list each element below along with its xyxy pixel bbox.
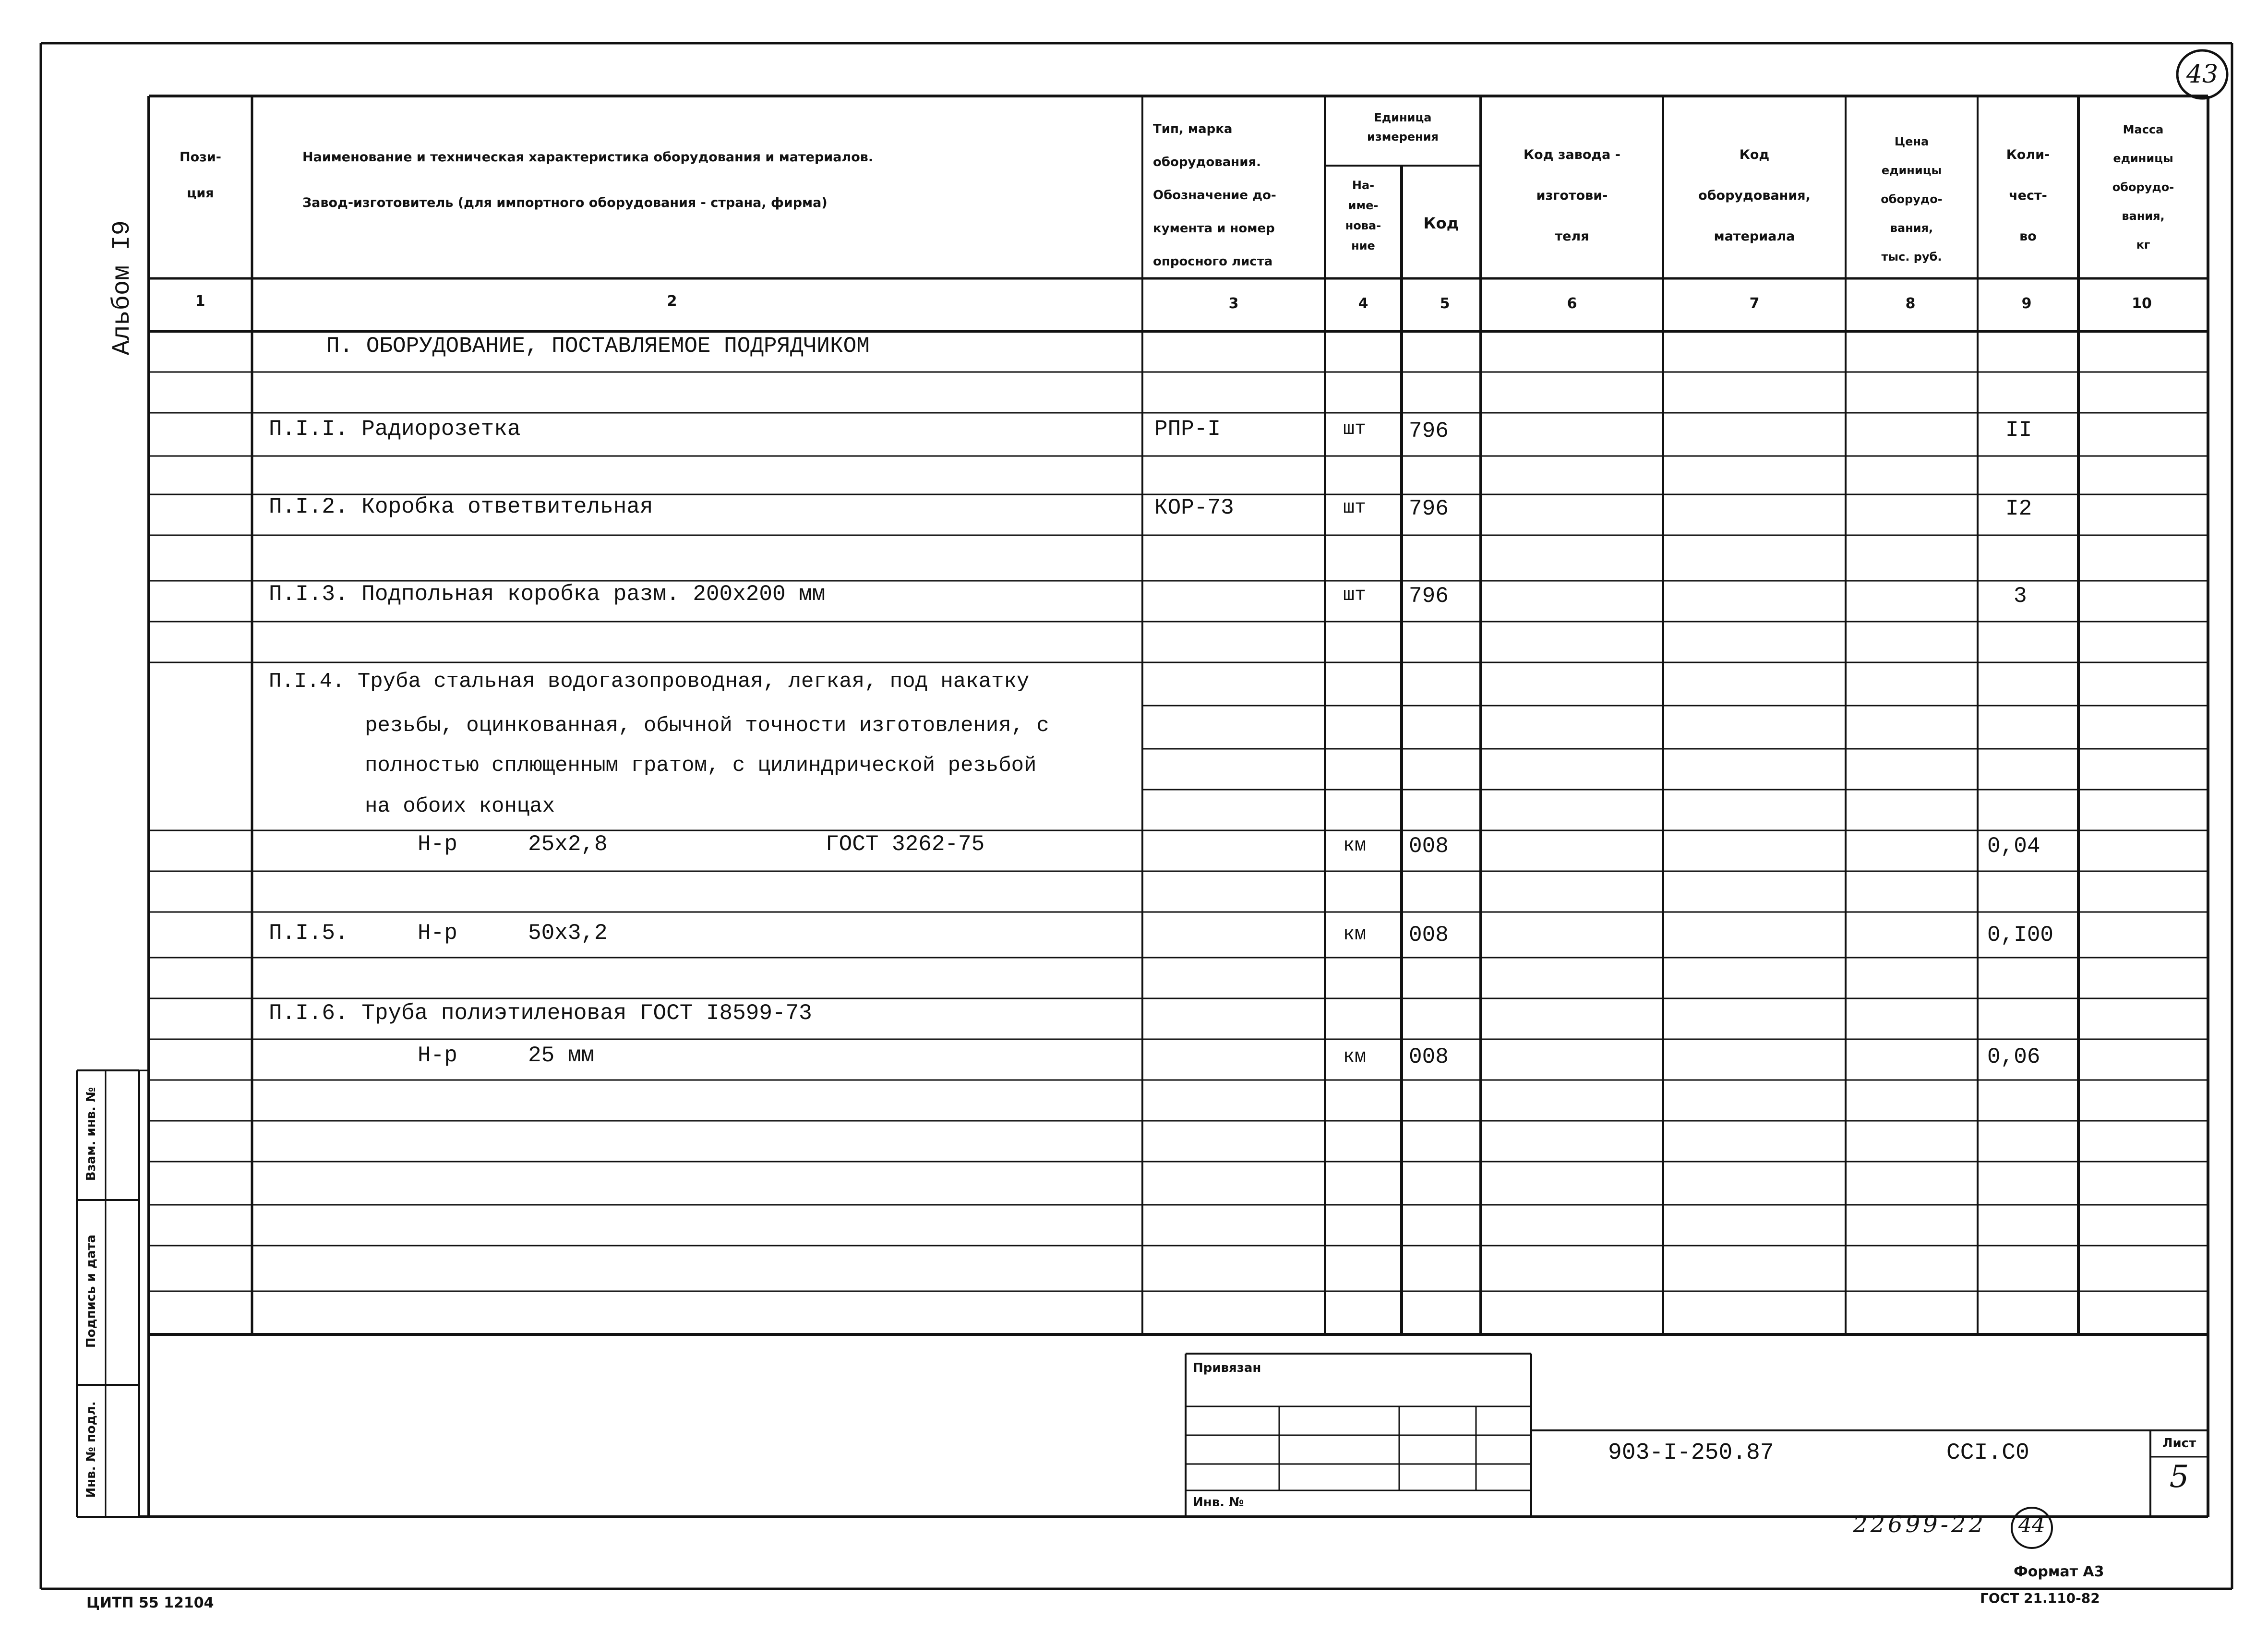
handwritten-number: 22699-22	[1853, 1511, 1986, 1538]
row-6-qty: 0,06	[1987, 1044, 2040, 1069]
gost-label: ГОСТ 21.110-82	[1980, 1590, 2100, 1606]
header-mass: Масса единицы оборудо- вания, кг	[2112, 123, 2174, 252]
row-5-mark: Н-р	[418, 921, 457, 946]
sheet-label: Лист	[2162, 1436, 2196, 1451]
corner-sheet-number: 43	[2186, 60, 2219, 89]
row-2-code: 796	[1409, 496, 1449, 521]
row-2-type: КОР-73	[1154, 495, 1234, 520]
stamp-signature-date: Подпись и дата	[84, 1234, 98, 1348]
column-number-3: 3	[1228, 295, 1239, 312]
row-3-name: П.I.3. Подпольная коробка разм. 200х200 мм	[269, 582, 826, 607]
header-equipment-code: Код оборудования, материала	[1698, 147, 1811, 244]
row-5-position: П.I.5.	[269, 921, 348, 946]
section-title: П. ОБОРУДОВАНИЕ, ПОСТАВЛЯЕМОЕ ПОДРЯДЧИКОМ	[326, 334, 870, 359]
row-4-sub-size: 25х2,8	[528, 832, 608, 857]
column-number-5: 5	[1440, 295, 1450, 312]
header-quantity: Коли- чест- во	[2006, 147, 2050, 244]
column-number-10: 10	[2132, 295, 2152, 312]
attached-label: Привязан	[1193, 1361, 1261, 1375]
row-1-code: 796	[1409, 419, 1449, 444]
row-4-name-line-3: полностью сплющенным гратом, с цилиндрической резьбой	[365, 754, 1037, 778]
row-4-sub-gost: ГОСТ 3262-75	[826, 832, 985, 857]
row-3-unit: шт	[1343, 585, 1367, 606]
row-2-unit: шт	[1343, 497, 1367, 519]
row-5-size: 50х3,2	[528, 921, 608, 946]
row-5-qty: 0,I00	[1987, 923, 2054, 948]
row-4-name-line-2: резьбы, оцинкованная, обычной точности изготовления, с	[365, 714, 1049, 738]
row-3-qty: 3	[2014, 584, 2027, 609]
row-1-type: РПР-I	[1154, 417, 1221, 442]
row-4-name-line-4: на обоих концах	[365, 794, 555, 818]
header-position: Пози- ция	[180, 150, 221, 201]
row-6-code: 008	[1409, 1044, 1449, 1069]
column-number-8: 8	[1905, 295, 1916, 312]
column-number-2: 2	[667, 293, 677, 310]
row-5-code: 008	[1409, 923, 1449, 948]
format-label: Формат А3	[2014, 1563, 2104, 1580]
header-unit-code: Код	[1423, 214, 1459, 232]
document-number: 903-I-250.87	[1608, 1440, 1774, 1466]
header-unit-group: Единица измерения	[1367, 111, 1439, 144]
row-1-unit: шт	[1343, 419, 1367, 440]
document-code: ССI.С0	[1946, 1440, 2029, 1466]
row-1-name: П.I.I. Радиорозетка	[269, 417, 521, 442]
row-6-unit: км	[1343, 1046, 1367, 1068]
row-1-qty: II	[2005, 418, 2032, 443]
printer-label: ЦИТП 55 12104	[86, 1595, 214, 1611]
inventory-label: Инв. №	[1193, 1495, 1244, 1510]
column-number-1: 1	[195, 293, 205, 310]
column-number-6: 6	[1567, 295, 1577, 312]
stamp-original-inv: Инв. № подл.	[84, 1401, 98, 1498]
column-number-4: 4	[1358, 295, 1368, 312]
stamp-replacement-inv: Взам. инв. №	[84, 1087, 98, 1181]
circled-number: 44	[2018, 1513, 2045, 1537]
row-4-unit: км	[1343, 835, 1367, 857]
column-number-7: 7	[1749, 295, 1760, 312]
row-6-sub-size: 25 мм	[528, 1043, 595, 1068]
row-2-name: П.I.2. Коробка ответвительная	[269, 494, 653, 519]
header-unit-name: На- име- нова- ние	[1345, 179, 1381, 252]
row-4-code: 008	[1409, 834, 1449, 859]
row-3-code: 796	[1409, 584, 1449, 609]
sheet-number: 5	[2169, 1459, 2189, 1495]
row-4-name-line-1: П.I.4. Труба стальная водогазопроводная, легкая, под накатку	[269, 670, 1030, 694]
row-4-qty: 0,04	[1987, 834, 2040, 859]
row-2-qty: I2	[2005, 496, 2032, 521]
column-number-9: 9	[2021, 295, 2032, 312]
row-5-unit: км	[1343, 924, 1367, 946]
row-6-sub-mark: Н-р	[418, 1043, 457, 1068]
row-6-name: П.I.6. Труба полиэтиленовая ГОСТ I8599-73	[269, 1001, 812, 1026]
row-4-sub-mark: Н-р	[418, 832, 457, 857]
album-label: Альбом I9	[108, 220, 136, 355]
header-type: Тип, марка оборудования. Обозначение до- кумента и номер опросного листа	[1153, 122, 1276, 269]
header-name: Наименование и техническая характеристика оборудования и материалов. Завод-изготовитель (для импортного оборудования - страна, фирма)	[302, 150, 874, 210]
header-factory-code: Код завода - изготови- теля	[1524, 147, 1620, 244]
header-price: Цена единицы оборудо- вания, тыс. руб.	[1881, 135, 1943, 264]
